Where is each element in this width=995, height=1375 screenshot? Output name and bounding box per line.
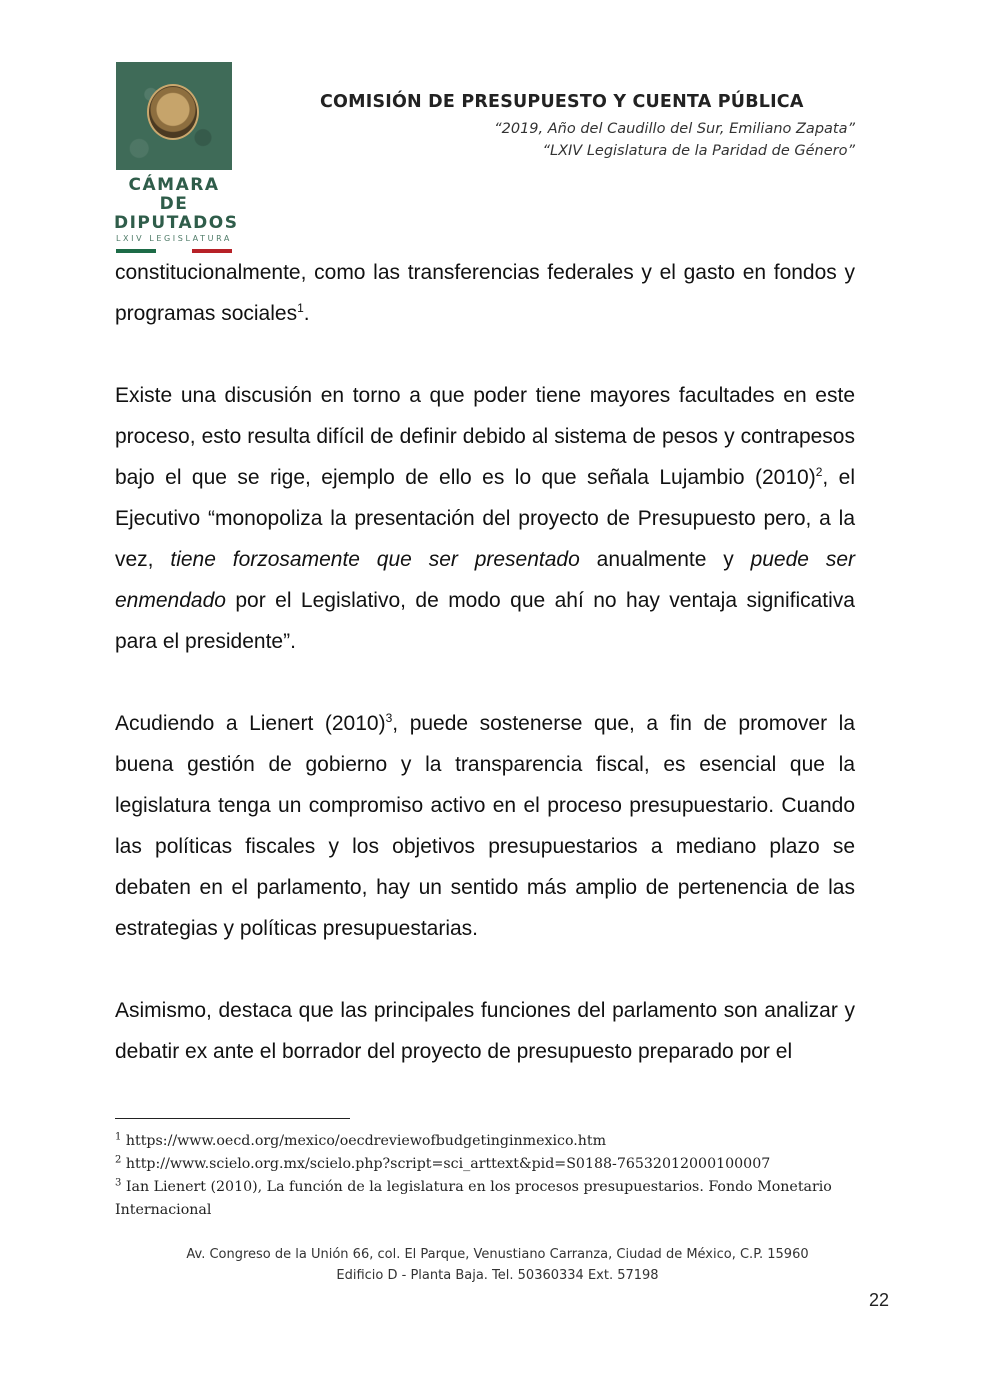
footnote-ref-2[interactable]: 2	[815, 465, 823, 479]
p3-part1: Acudiendo a Lienert (2010)	[115, 712, 386, 735]
footnote-ref-1[interactable]: 1	[297, 301, 304, 315]
paragraph-3	[115, 703, 855, 949]
footer-address: Av. Congreso de la Unión 66, col. El Parque, Venustiano Carranza, Ciudad de México, C.P. 15960	[186, 1247, 809, 1262]
footnote-text-3: Ian Lienert (2010), La función de la legislatura en los procesos presupuestarios. Fondo Monetario Internacional	[115, 1179, 832, 1218]
body-content	[115, 252, 855, 1113]
footnote-num-3: 3	[115, 1177, 122, 1189]
national-emblem-icon	[116, 62, 232, 170]
p1-text: constitucionalmente, como las transferencias federales y el gasto en fondos y programas sociales	[115, 261, 855, 325]
footnote-2	[115, 1153, 855, 1176]
logo-line-1: CÁMARA DE	[128, 175, 220, 214]
p1-end: .	[303, 302, 310, 325]
header-motto-2: “LXIV Legislatura de la Paridad de Género”	[542, 143, 855, 159]
footnotes	[115, 1130, 855, 1222]
p2-part2: , el Ejecutivo “monopoliza la presentación del proyecto de Presupuesto pero, a la vez,	[115, 466, 856, 571]
p2-italic1: tiene forzosamente que ser presentado	[170, 548, 580, 571]
footnote-num-2: 2	[115, 1154, 122, 1166]
page-number: 22	[868, 1290, 889, 1310]
header-motto-1: “2019, Año del Caudillo del Sur, Emiliano Zapata”	[494, 121, 855, 137]
eagle-seal-icon	[147, 84, 199, 140]
camara-logo	[114, 62, 239, 243]
p2-italic2: puede ser enmendado	[115, 548, 855, 612]
p2-part3: anualmente y	[579, 548, 751, 571]
footnote-num-1: 1	[115, 1131, 122, 1143]
paragraph-2	[115, 375, 855, 662]
footnote-ref-3[interactable]: 3	[385, 711, 393, 725]
logo-subline: LXIV LEGISLATURA	[115, 234, 232, 243]
footer-contact: Edificio D - Planta Baja. Tel. 50360334 Ext. 57198	[336, 1268, 659, 1283]
p3-part2: , puede sostenerse que, a fin de promover la buena gestión de gobierno y la transparencia fiscal, es esencial que la legislatura tenga un compromiso activo en el proceso presupuestario. Cuando las políticas fiscales y los objetivos presupuestarios a mediano plazo se debaten en el parlamento, hay un sentido más amplio de pertenencia de las estrategias y políticas presupuestarias.	[115, 712, 856, 940]
paragraph-4: Asimismo, destaca que las principales funciones del parlamento son analizar y debatir ex ante el borrador del proyecto de presupuesto preparado por el	[115, 999, 855, 1063]
footnote-link-1[interactable]: https://www.oecd.org/mexico/oecdreviewofbudgetinginmexico.htm	[121, 1133, 607, 1149]
footnote-divider	[115, 1118, 350, 1119]
footnote-3	[115, 1176, 855, 1222]
footnote-link-2[interactable]: http://www.scielo.org.mx/scielo.php?script=sci_arttext&pid=S0188-76532012000100007	[121, 1156, 771, 1172]
p2-part1: Existe una discusión en torno a que poder tiene mayores facultades en este proceso, esto resulta difícil de definir debido al sistema de pesos y contrapesos bajo el que se rige, ejemplo de ello es lo que señala Lujambio (2010)	[115, 384, 855, 489]
footnote-1	[115, 1130, 855, 1153]
logo-line-2: DIPUTADOS	[114, 213, 239, 233]
p2-part4: por el Legislativo, de modo que ahí no hay ventaja significativa para el presidente”.	[115, 589, 855, 653]
paragraph-1	[115, 252, 855, 334]
header-title: COMISIÓN DE PRESUPUESTO Y CUENTA PÚBLICA	[320, 92, 804, 112]
